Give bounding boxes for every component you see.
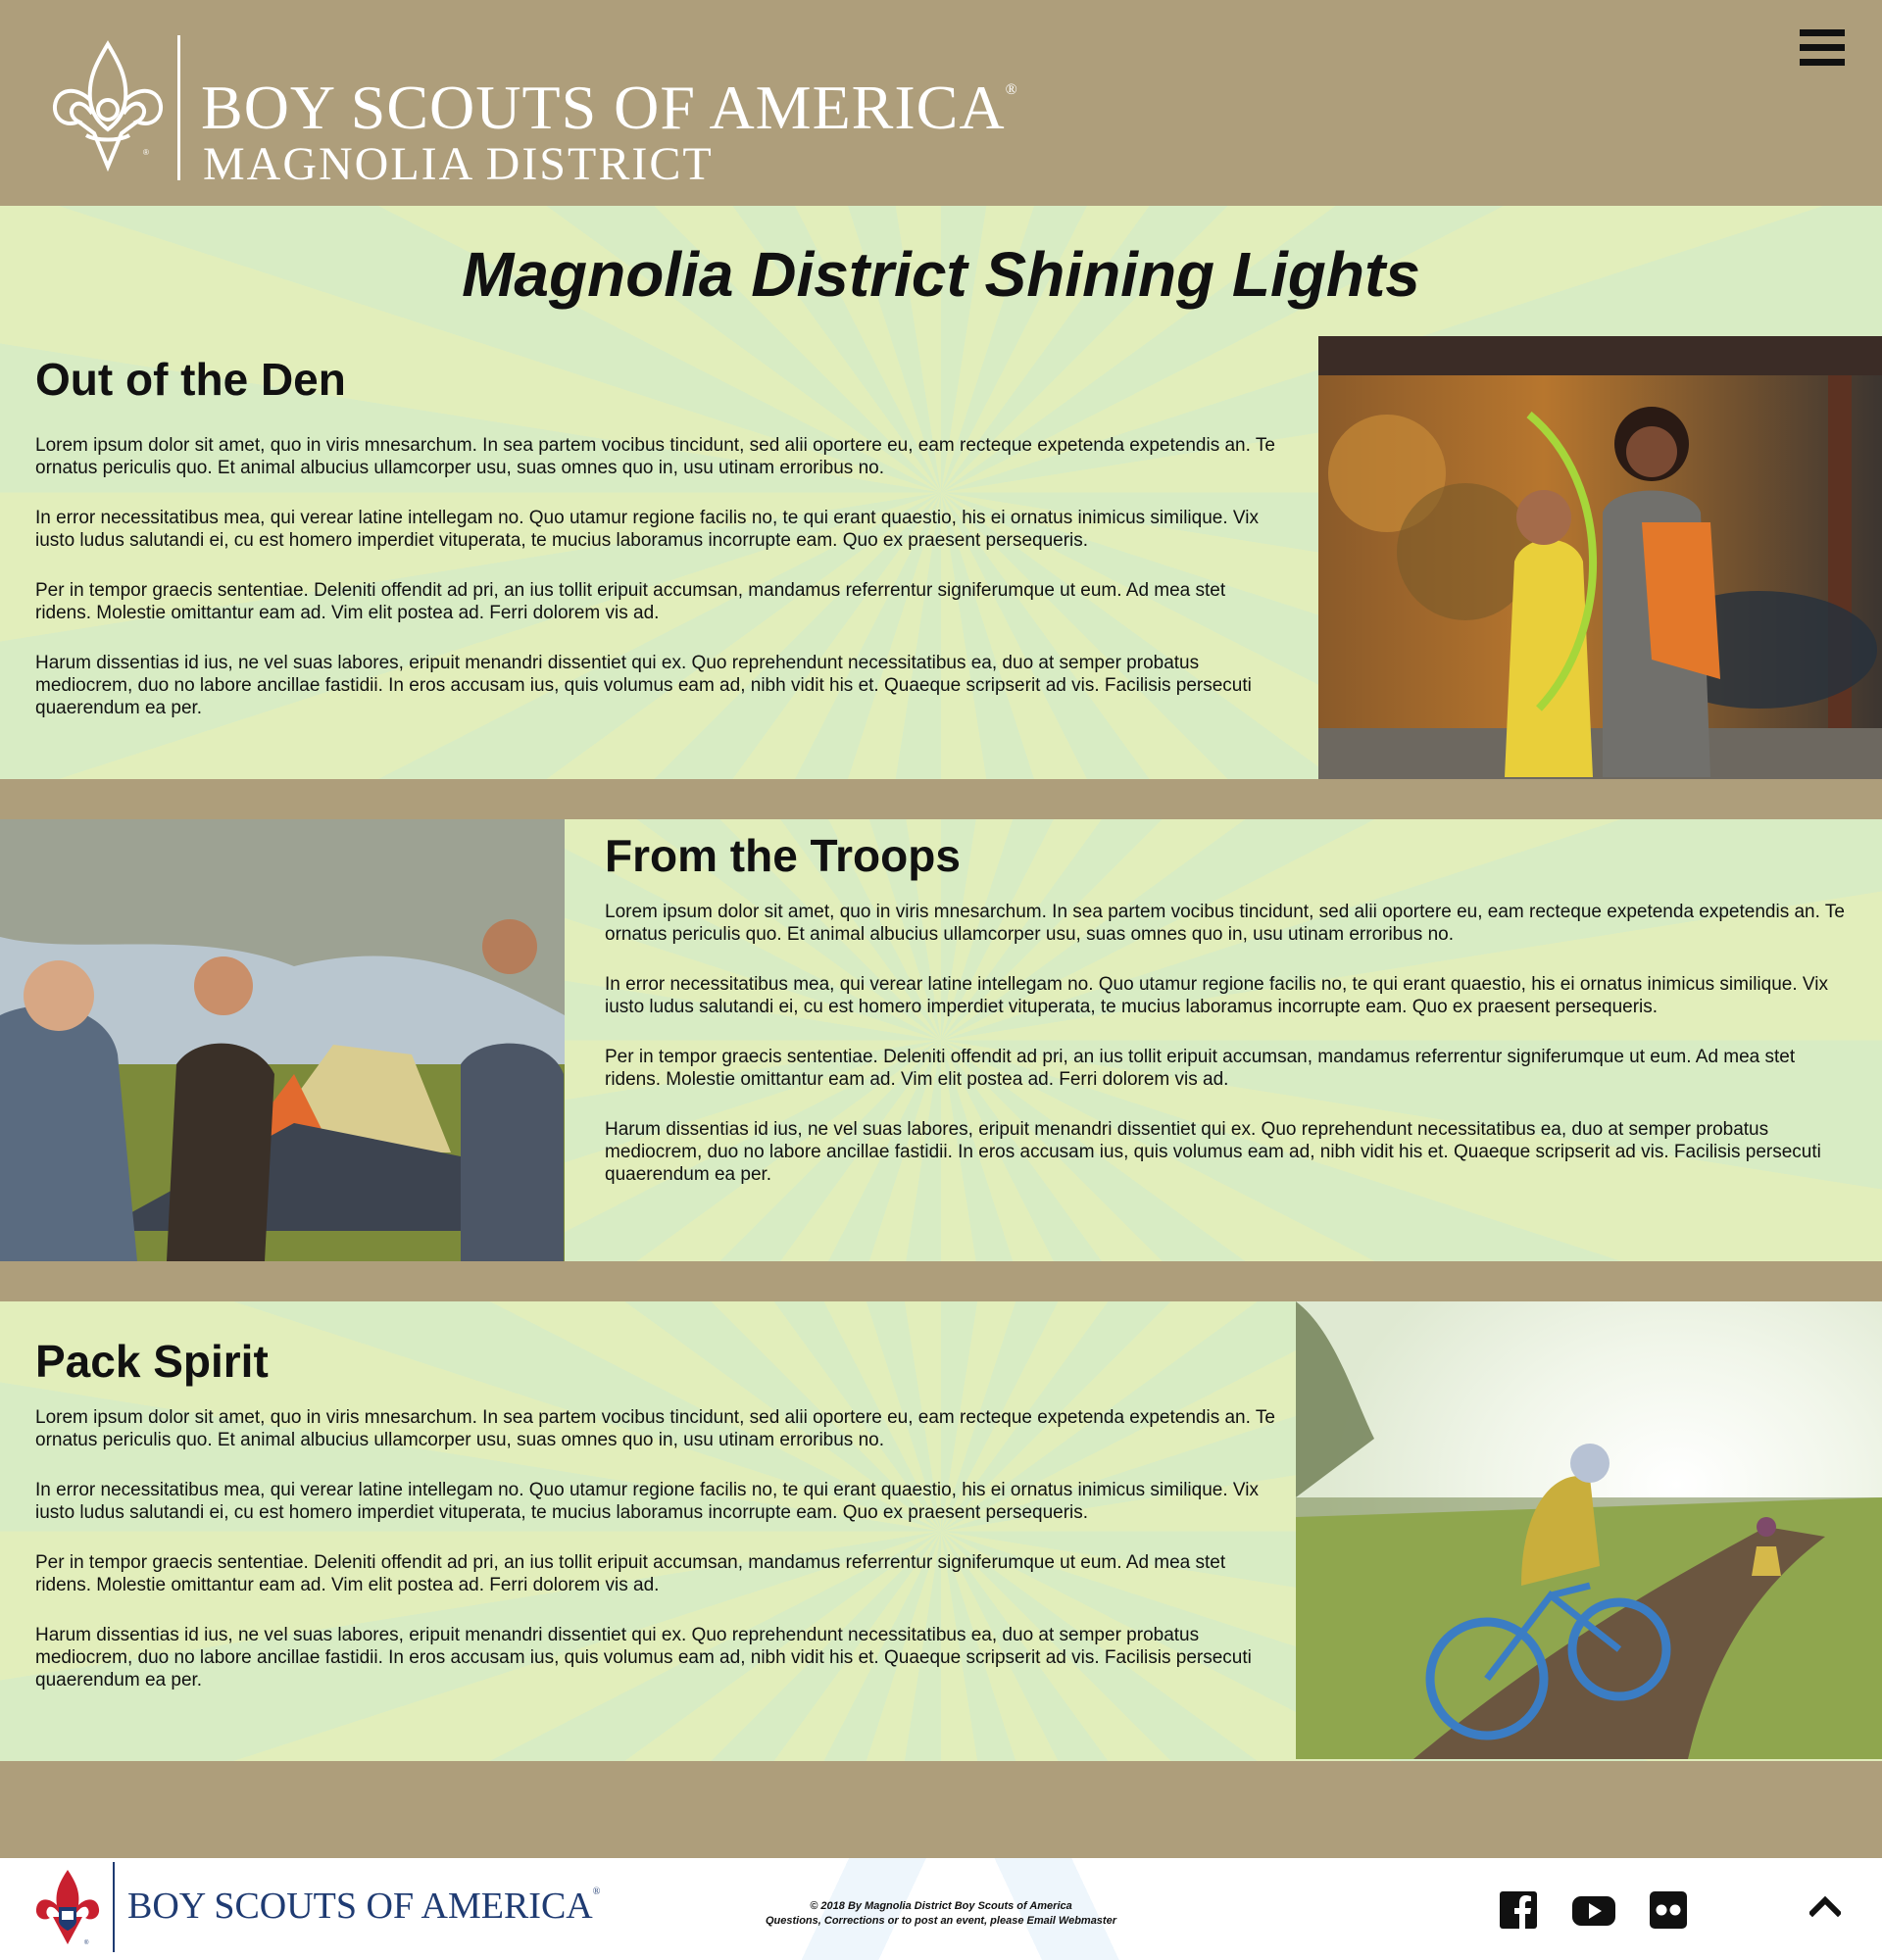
footer-org-name[interactable] <box>127 1887 600 1925</box>
section-heading: Pack Spirit <box>35 1336 269 1387</box>
svg-text:®: ® <box>84 1940 89 1946</box>
section-paragraph: In error necessitatibus mea, qui verear latine intellegam no. Quo utamur regione facilis no, te qui erant quaestio, his ei ornatus inimicus similique. Vix iusto ludus salutandi ei, cu est homero imperdiet vituperata, te mucius laboramus incorrupte eam. Quo ex praesent persequeris. <box>605 973 1828 1017</box>
menu-bar <box>1800 29 1845 36</box>
copyright-notice <box>745 1899 1137 1929</box>
menu-bar <box>1800 59 1845 66</box>
youtube-icon[interactable] <box>1572 1891 1615 1929</box>
section-paragraph: Per in tempor graecis sententiae. Deleniti offendit ad pri, an ius tollit eripuit accumsan, mandamus referrentur signiferumque ut eum. Ad mea stet ridens. Molestie omittantur eam ad. Vim elit postea ad. Ferri dolorem vis ad. <box>35 1551 1226 1595</box>
tent-setup-photo <box>0 819 565 1261</box>
org-name-text: BOY SCOUTS OF AMERICA <box>201 73 1006 142</box>
section-paragraph: Lorem ipsum dolor sit amet, quo in viris mnesarchum. In sea partem vocibus tincidunt, sed alii oportere eu, eam recteque expetenda expetendis an. Te ornatus periculis quo. Et animal albucius ullamcorper usu, suas omnes quo in, usu utinam erroribus no. <box>35 1406 1275 1450</box>
archery-photo <box>1318 336 1882 779</box>
org-name-heading[interactable] <box>201 73 1018 142</box>
footer-org-name-text: BOY SCOUTS OF AMERICA <box>127 1886 593 1927</box>
facebook-icon[interactable] <box>1500 1891 1537 1929</box>
copyright-line: © 2018 By Magnolia District Boy Scouts of America <box>810 1900 1072 1912</box>
site-header <box>0 0 1882 206</box>
district-name[interactable]: MAGNOLIA DISTRICT <box>203 138 714 190</box>
hamburger-menu-icon[interactable] <box>1800 29 1845 71</box>
page-title: Magnolia District Shining Lights <box>462 239 1420 310</box>
svg-text:®: ® <box>143 148 149 157</box>
menu-bar <box>1800 44 1845 51</box>
section-paragraph: Lorem ipsum dolor sit amet, quo in viris mnesarchum. In sea partem vocibus tincidunt, sed alii oportere eu, eam recteque expetenda expetendis an. Te ornatus periculis quo. Et animal albucius ullamcorper usu, suas omnes quo in, usu utinam erroribus no. <box>605 901 1845 945</box>
section-paragraph: Per in tempor graecis sententiae. Deleniti offendit ad pri, an ius tollit eripuit accumsan, mandamus referrentur signiferumque ut eum. Ad mea stet ridens. Molestie omittantur eam ad. Vim elit postea ad. Ferri dolorem vis ad. <box>35 579 1226 623</box>
footer-logo-divider <box>113 1862 115 1952</box>
footer-trademark-symbol: ® <box>592 1886 601 1897</box>
section-paragraph: In error necessitatibus mea, qui verear latine intellegam no. Quo utamur regione facilis no, te qui erant quaestio, his ei ornatus inimicus similique. Vix iusto ludus salutandi ei, cu est homero imperdiet vituperata, te mucius laboramus incorrupte eam. Quo ex praesent persequeris. <box>35 1479 1259 1523</box>
fleur-de-lis-emblem-icon[interactable] <box>49 39 167 172</box>
site-footer <box>0 1858 1882 1960</box>
flickr-icon[interactable] <box>1650 1891 1687 1929</box>
section-1-text <box>35 355 1285 747</box>
section-paragraph: Lorem ipsum dolor sit amet, quo in viris mnesarchum. In sea partem vocibus tincidunt, sed alii oportere eu, eam recteque expetenda expetendis an. Te ornatus periculis quo. Et animal albucius ullamcorper usu, suas omnes quo in, usu utinam erroribus no. <box>35 434 1275 478</box>
contact-line[interactable]: Questions, Corrections or to post an event, please Email Webmaster <box>765 1915 1116 1927</box>
section-heading: From the Troops <box>605 830 961 881</box>
section-paragraph: Per in tempor graecis sententiae. Deleniti offendit ad pri, an ius tollit eripuit accumsan, mandamus referrentur signiferumque ut eum. Ad mea stet ridens. Molestie omittantur eam ad. Vim elit postea ad. Ferri dolorem vis ad. <box>605 1046 1796 1090</box>
section-heading: Out of the Den <box>35 354 346 405</box>
bike-riding-photo <box>1296 1301 1882 1759</box>
section-3-text <box>35 1337 1285 1719</box>
section-paragraph: Harum dissentias id ius, ne vel suas labores, eripuit menandri dissentiet qui ex. Quo reprehendunt necessitatibus ea, duo at semper probatus mediocrem, duo no labore ancillae fastidii. In eros accusam ius, quis volumus eam ad, nibh vidit his et. Quaeque scripserit ad vis. Facilisis persecuti quaerendum ea per. <box>35 652 1252 718</box>
bsa-emblem-icon[interactable] <box>33 1866 102 1948</box>
section-paragraph: Harum dissentias id ius, ne vel suas labores, eripuit menandri dissentiet qui ex. Quo reprehendunt necessitatibus ea, duo at semper probatus mediocrem, duo no labore ancillae fastidii. In eros accusam ius, quis volumus eam ad, nibh vidit his et. Quaeque scripserit ad vis. Facilisis persecuti quaerendum ea per. <box>605 1118 1821 1185</box>
logo-divider <box>177 35 180 180</box>
trademark-symbol: ® <box>1005 81 1018 98</box>
section-paragraph: Harum dissentias id ius, ne vel suas labores, eripuit menandri dissentiet qui ex. Quo reprehendunt necessitatibus ea, duo at semper probatus mediocrem, duo no labore ancillae fastidii. In eros accusam ius, quis volumus eam ad, nibh vidit his et. Quaeque scripserit ad vis. Facilisis persecuti quaerendum ea per. <box>35 1624 1252 1690</box>
section-paragraph: In error necessitatibus mea, qui verear latine intellegam no. Quo utamur regione facilis no, te qui erant quaestio, his ei ornatus inimicus similique. Vix iusto ludus salutandi ei, cu est homero imperdiet vituperata, te mucius laboramus incorrupte eam. Quo ex praesent persequeris. <box>35 507 1259 551</box>
chevron-up-icon[interactable] <box>1809 1893 1841 1917</box>
section-2-text <box>605 831 1855 1213</box>
